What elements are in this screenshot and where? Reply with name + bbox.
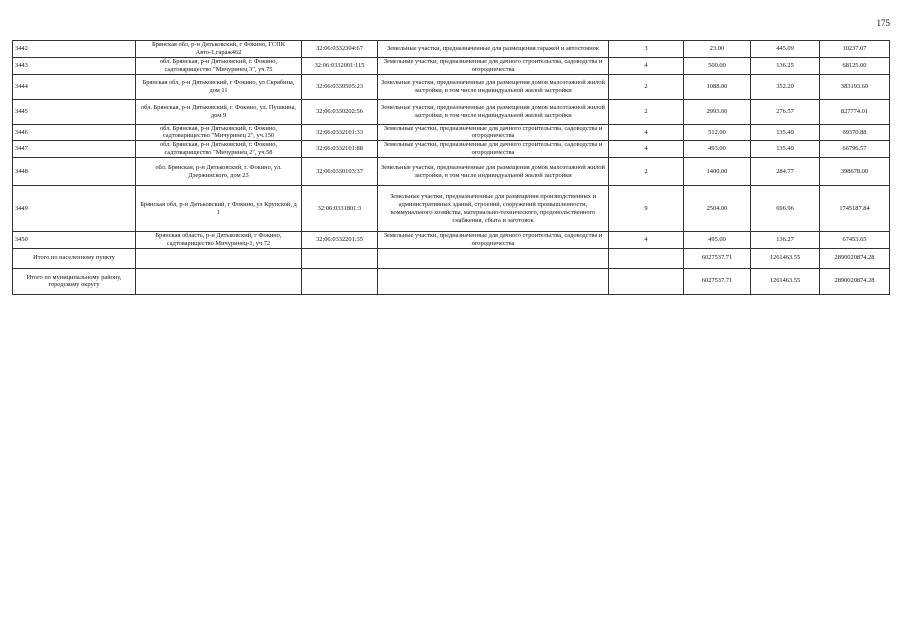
total-row [13,248,890,268]
address-cell: Брянская обл, р-н Дятьковский, г Фокино, ул Крупской, д 1 [136,186,302,232]
area-cell: 495.00 [684,232,751,249]
cadastral-value-cell: 67453.65 [820,232,890,249]
row-number: 3444 [13,74,136,99]
row-number: 3448 [13,158,136,186]
page-number: 175 [876,18,890,28]
group-number-cell: 4 [609,124,684,141]
address-cell: Брянская область, р-н Дятьковский, г Фокино, садтоварищество Мичуринец-1, уч 72 [136,232,302,249]
address-cell: обл. Брянская, р-н Дятьковский, г. Фокино, садтоварищество "Мичуринец 2", уч.58 [136,141,302,158]
cadastral-number-cell: 32:06:0330202:56 [302,99,378,124]
table-row [13,186,890,232]
register-body [13,41,890,295]
row-number: 3442 [13,41,136,58]
address-cell: обл. Брянская, р-н Дятьковский, г. Фокино, ул. Пушкина, дом 9 [136,99,302,124]
empty-cell [302,248,378,268]
cadastral-number-cell: 32:06:0332201:35 [302,232,378,249]
row-number: 3445 [13,99,136,124]
area-cell: 512.00 [684,124,751,141]
table-row [13,141,890,158]
row-number: 3450 [13,232,136,249]
table-row [13,58,890,75]
cadastral-value-cell: 827774.01 [820,99,890,124]
total-area-cell: 6027537.71 [684,248,751,268]
group-number-cell: 3 [609,41,684,58]
cadastral-number-cell: 32:06:0330103:37 [302,158,378,186]
address-cell: обл. Брянская, р-н Дятьковский, г. Фокино, ул. Дзержинского, дом 23 [136,158,302,186]
table-row [13,158,890,186]
group-number-cell: 4 [609,232,684,249]
cadastral-value-cell: 66796.57 [820,141,890,158]
empty-cell [136,268,302,294]
group-number-cell: 2 [609,158,684,186]
total-area-cell: 6027537.71 [684,268,751,294]
total-cadastral-value-cell: 2890020874.28 [820,248,890,268]
land-use-cell: Земельные участки, предназначенные для размещения производственных и административных зданий, строений, сооружений промышленности, коммунального хозяйства, материально-технического, продовольственного снабжения, сбыта и заготовок [378,186,609,232]
area-cell: 500.00 [684,58,751,75]
table-row [13,99,890,124]
empty-cell [302,268,378,294]
specific-value-cell: 135.49 [751,124,820,141]
cadastral-number-cell: 32:06:0332304:67 [302,41,378,58]
group-number-cell: 9 [609,186,684,232]
specific-value-cell: 136.25 [751,58,820,75]
table-row [13,232,890,249]
land-use-cell: Земельные участки, предназначенные для размещения домов малоэтажной жилой застройки, в том числе индивидуальной жилой застройки [378,99,609,124]
empty-cell [609,268,684,294]
specific-value-cell: 445.09 [751,41,820,58]
empty-cell [609,248,684,268]
land-use-cell: Земельные участки, предназначенные для дачного строительства, садоводства и огородничества [378,232,609,249]
group-number-cell: 4 [609,141,684,158]
cadastral-value-cell: 383193.60 [820,74,890,99]
total-label: Итого по муниципальному району, городскому округу [13,268,136,294]
specific-value-cell: 135.49 [751,141,820,158]
total-cadastral-value-cell: 2890020874.28 [820,268,890,294]
specific-value-cell: 696.96 [751,186,820,232]
row-number: 3443 [13,58,136,75]
table-row [13,74,890,99]
table-row [13,124,890,141]
cadastral-value-cell: 1745187.84 [820,186,890,232]
cadastral-number-cell: 32:06:0331801:3 [302,186,378,232]
empty-cell [378,268,609,294]
total-label: Итого по населенному пункту [13,248,136,268]
specific-value-cell: 284.77 [751,158,820,186]
cadastral-value-cell: 69370.88 [820,124,890,141]
land-use-cell: Земельные участки, предназначенные для дачного строительства, садоводства и огородничества [378,58,609,75]
empty-cell [378,248,609,268]
address-cell: обл. Брянская, р-н Дятьковский, г. Фокино, садтоварищество "Мичуринец 3", уч.75 [136,58,302,75]
row-number: 3449 [13,186,136,232]
cadastral-number-cell: 32:06:0332101:33 [302,124,378,141]
group-number-cell: 2 [609,74,684,99]
cadastral-number-cell: 32:06:0330505:23 [302,74,378,99]
cadastral-value-cell: 398678.00 [820,158,890,186]
specific-value-cell: 276.57 [751,99,820,124]
empty-cell [136,248,302,268]
land-use-cell: Земельные участки, предназначенные для дачного строительства, садоводства и огородничества [378,124,609,141]
cadastral-value-cell: 68125.00 [820,58,890,75]
total-specific-value-cell: 1261463.55 [751,248,820,268]
land-use-cell: Земельные участки, предназначенные для дачного строительства, садоводства и огородничества [378,141,609,158]
cadastral-number-cell: 32:06:0332001:115 [302,58,378,75]
cadastral-number-cell: 32:06:0332101:88 [302,141,378,158]
table-row [13,41,890,58]
address-cell: Брянская обл, р-н Дятьковский, г Фокино, ул Скрябина, дом 11 [136,74,302,99]
group-number-cell: 4 [609,58,684,75]
area-cell: 1088.00 [684,74,751,99]
row-number: 3446 [13,124,136,141]
total-row [13,268,890,294]
group-number-cell: 2 [609,99,684,124]
land-use-cell: Земельные участки, предназначенные для размещения домов малоэтажной жилой застройки, в том числе индивидуальной жилой застройки [378,158,609,186]
row-number: 3447 [13,141,136,158]
area-cell: 23.00 [684,41,751,58]
area-cell: 493.00 [684,141,751,158]
address-cell: обл. Брянская, р-н Дятьковский, г. Фокино, садтоварищество "Мичуринец 2", уч.150 [136,124,302,141]
total-specific-value-cell: 1261463.55 [751,268,820,294]
area-cell: 2504.00 [684,186,751,232]
area-cell: 1400.00 [684,158,751,186]
land-register-table [12,40,890,295]
land-use-cell: Земельные участки, предназначенные для размещения домов малоэтажной жилой застройки, в том числе индивидуальной жилой застройки [378,74,609,99]
address-cell: Брянская обл, р-н Дятьковский, г Фокино, ГСПК Авто-1,гараж462 [136,41,302,58]
specific-value-cell: 352.20 [751,74,820,99]
land-use-cell: Земельные участки, предназначенные для размещения гаражей и автостоянок [378,41,609,58]
specific-value-cell: 136.27 [751,232,820,249]
area-cell: 2993.00 [684,99,751,124]
cadastral-value-cell: 10237.07 [820,41,890,58]
